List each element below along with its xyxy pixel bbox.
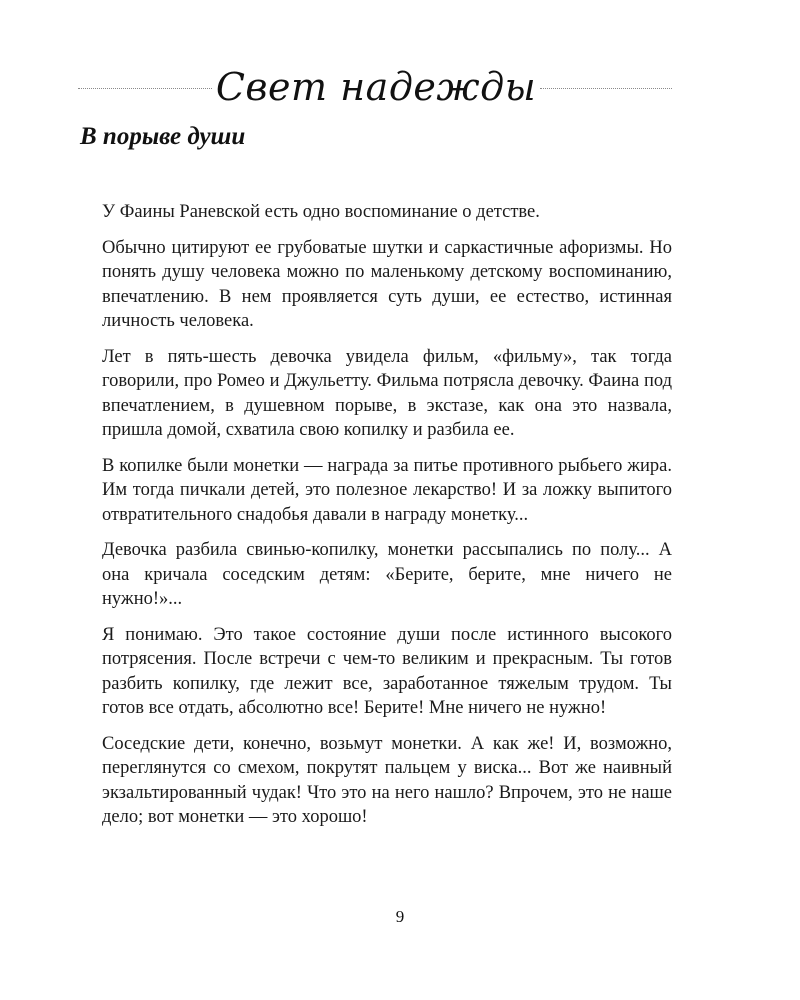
paragraph: Девочка разбила свинью-копилку, монетки рассыпались по полу... А она кричала соседским детям: «Берите, берите, мне ничего не нужно!»...: [102, 540, 672, 609]
paragraph: Лет в пять-шесть девочка увидела фильм, «фильму», так тогда говорили, про Ромео и Джульетту. Фильма потрясла девочку. Фаина под впечатлением, в душевном порыве, в экстазе, как она это назвала, пришла домой, схватила свою копилку и разбила ее.: [102, 346, 672, 440]
book-title: Свет надежды: [215, 65, 537, 109]
paragraph: В копилке были монетки — награда за питье противного рыбьего жира. Им тогда пичкали детей, это полезное лекарство! И за ложку выпитого отвратительного снадобья давали в награду монетку...: [102, 455, 672, 525]
body-text: [102, 200, 672, 841]
header-dotted-rule-left: [78, 88, 212, 89]
paragraph: Я понимаю. Это такое состояние души после истинного высокого потрясения. После встречи с чем-то великим и прекрасным. Ты готов разбить копилку, где лежит все, заработанное тяжелым трудом. Ты готов все отдать, абсолютно все! Берите! Мне ничего не нужно!: [102, 624, 672, 718]
running-header: [0, 55, 800, 125]
header-dotted-rule-right: [540, 88, 672, 89]
section-title: В порыве души: [80, 123, 246, 150]
page-number: 9: [395, 907, 405, 926]
paragraph: Обычно цитируют ее грубоватые шутки и саркастичные афоризмы. Но понять душу человека можно по маленькому детскому воспоминанию, впечатлению. В нем проявляется суть души, ее естество, истинная личность человека.: [102, 237, 672, 331]
paragraph: Соседские дети, конечно, возьмут монетки. А как же! И, возможно, переглянутся со смехом, покрутят пальцем у виска... Вот же наивный экзальтированный чудак! Что это на него нашло? Впрочем, это не наше дело; вот монетки — это хорошо!: [102, 733, 672, 827]
paragraph: У Фаины Раневской есть одно воспоминание о детстве.: [102, 202, 540, 222]
